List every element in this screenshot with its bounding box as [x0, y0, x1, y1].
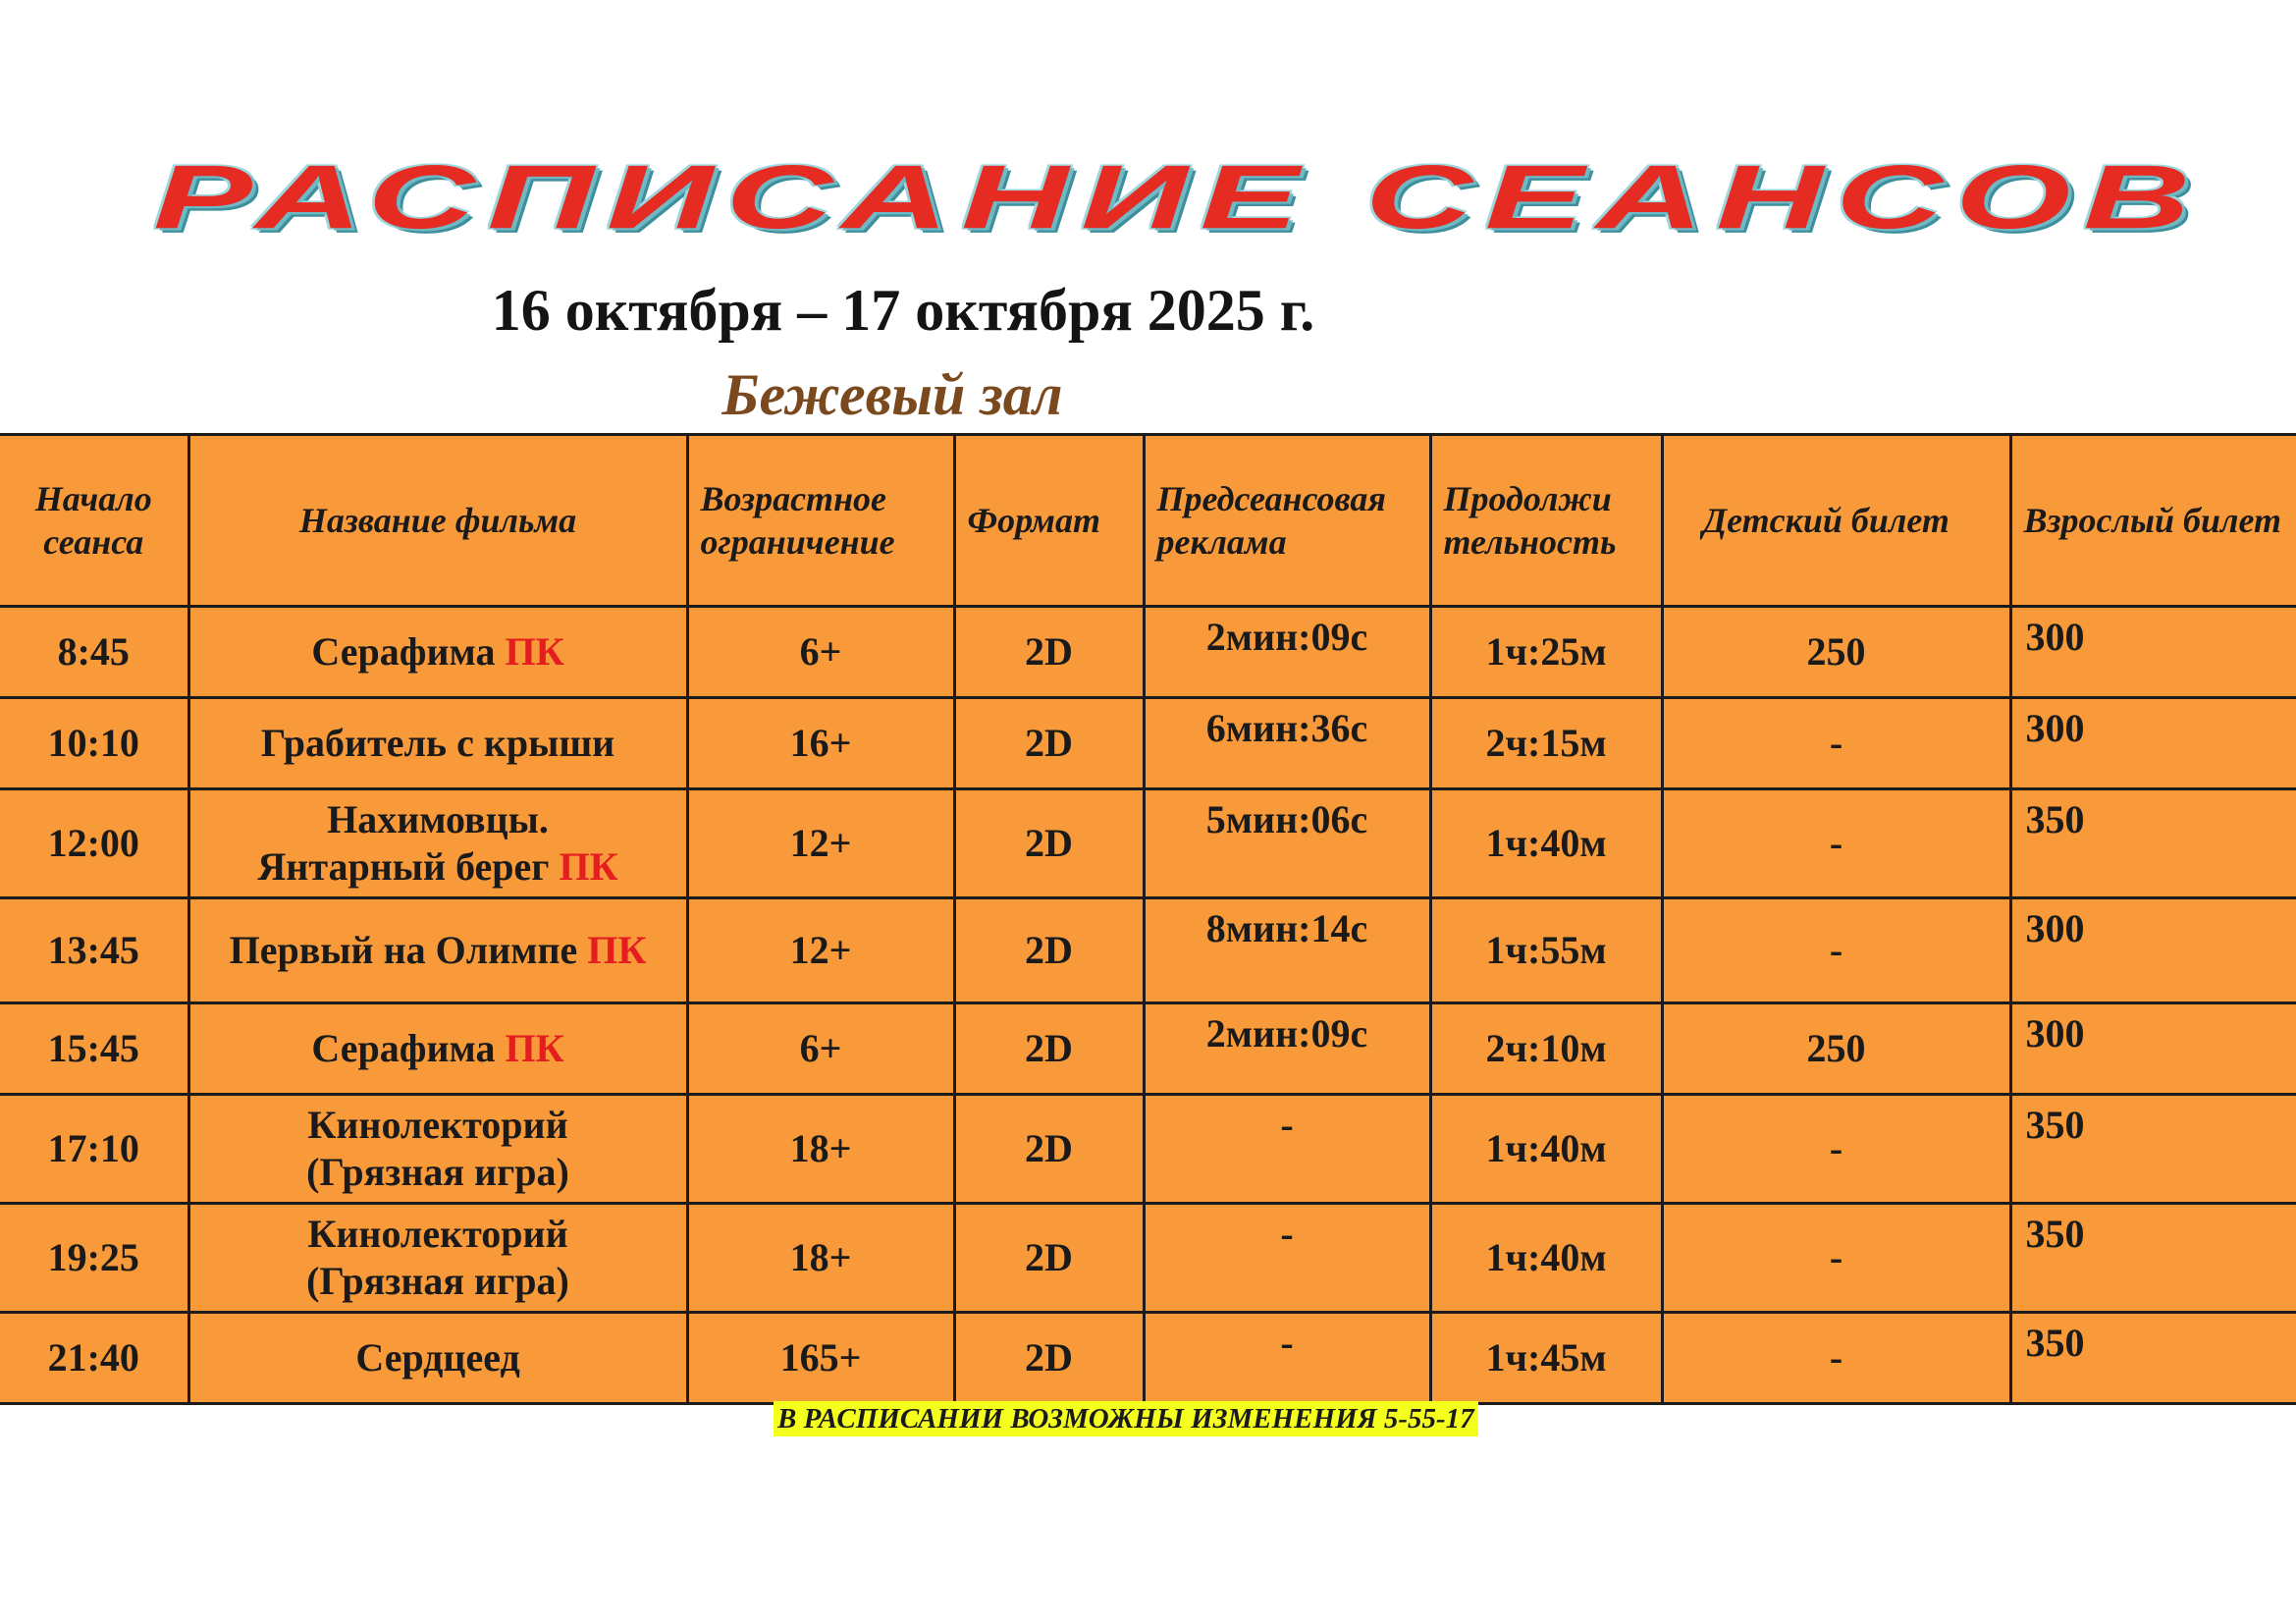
cell-format: 2D: [954, 1313, 1144, 1404]
cell-format: 2D: [954, 898, 1144, 1003]
header-film: Название фильма: [188, 435, 687, 607]
cell-film: [188, 698, 687, 789]
cell-duration: 1ч:45м: [1430, 1313, 1662, 1404]
page-title: РАСПИСАНИЕ СЕАНСОВ: [153, 146, 2203, 248]
table-row: [0, 1204, 2296, 1313]
cell-adult-ticket: 300: [2010, 698, 2296, 789]
header-ads: Предсеансовая реклама: [1144, 435, 1430, 607]
cell-film: [188, 607, 687, 698]
cell-age: 18+: [687, 1095, 954, 1204]
cell-ads: 2мин:09с: [1144, 607, 1430, 698]
cell-start: 21:40: [0, 1313, 188, 1404]
table-row: [0, 1003, 2296, 1095]
table-row: [0, 789, 2296, 898]
cell-child-ticket: -: [1662, 1204, 2010, 1313]
cell-duration: 2ч:15м: [1430, 698, 1662, 789]
pk-tag: ПК: [587, 928, 647, 972]
pk-tag: ПК: [505, 1026, 564, 1070]
cell-age: 18+: [687, 1204, 954, 1313]
film-title: Кинолекторий: [307, 1103, 568, 1147]
cell-format: 2D: [954, 1095, 1144, 1204]
cell-start: 12:00: [0, 789, 188, 898]
cell-ads: -: [1144, 1313, 1430, 1404]
header-format: Формат: [954, 435, 1144, 607]
film-title-line2: (Грязная игра): [306, 1259, 569, 1303]
film-title: Первый на Олимпе: [229, 928, 578, 972]
cell-start: 17:10: [0, 1095, 188, 1204]
cell-ads: 8мин:14с: [1144, 898, 1430, 1003]
pk-tag: ПК: [505, 629, 564, 674]
cell-age: 12+: [687, 789, 954, 898]
table-row: [0, 1313, 2296, 1404]
cell-start: 15:45: [0, 1003, 188, 1095]
film-title-line2: (Грязная игра): [306, 1150, 569, 1194]
cell-film: [188, 1204, 687, 1313]
cell-start: 10:10: [0, 698, 188, 789]
cell-child-ticket: -: [1662, 698, 2010, 789]
header-adult-ticket: Взрослый билет: [2010, 435, 2296, 607]
cell-duration: 1ч:25м: [1430, 607, 1662, 698]
film-title: Серафима: [311, 629, 496, 674]
cell-adult-ticket: 300: [2010, 607, 2296, 698]
cell-format: 2D: [954, 1003, 1144, 1095]
cell-film: [188, 789, 687, 898]
cell-duration: 1ч:40м: [1430, 1095, 1662, 1204]
cell-ads: 5мин:06с: [1144, 789, 1430, 898]
cell-duration: 1ч:40м: [1430, 1204, 1662, 1313]
cell-film: [188, 898, 687, 1003]
cell-duration: 1ч:40м: [1430, 789, 1662, 898]
pk-tag: ПК: [559, 844, 618, 889]
cell-format: 2D: [954, 698, 1144, 789]
cell-adult-ticket: 350: [2010, 1095, 2296, 1204]
cell-film: [188, 1095, 687, 1204]
table-row: [0, 607, 2296, 698]
hall-name: Бежевый зал: [721, 362, 1063, 427]
film-title-line2: Янтарный берег: [257, 844, 550, 889]
cell-adult-ticket: 300: [2010, 898, 2296, 1003]
cell-start: 8:45: [0, 607, 188, 698]
cell-start: 19:25: [0, 1204, 188, 1313]
cell-age: 6+: [687, 1003, 954, 1095]
header-child-ticket: Детский билет: [1662, 435, 2010, 607]
film-title: Грабитель с крыши: [260, 721, 615, 765]
cell-adult-ticket: 300: [2010, 1003, 2296, 1095]
cell-format: 2D: [954, 789, 1144, 898]
cell-duration: 1ч:55м: [1430, 898, 1662, 1003]
cell-format: 2D: [954, 1204, 1144, 1313]
cell-child-ticket: -: [1662, 898, 2010, 1003]
cell-child-ticket: -: [1662, 1095, 2010, 1204]
schedule-table: [0, 433, 2296, 1405]
cell-child-ticket: 250: [1662, 1003, 2010, 1095]
cell-adult-ticket: 350: [2010, 1204, 2296, 1313]
schedule-change-notice: В РАСПИСАНИИ ВОЗМОЖНЫ ИЗМЕНЕНИЯ 5-55-17: [774, 1401, 1478, 1436]
cell-adult-ticket: 350: [2010, 789, 2296, 898]
film-title: Серафима: [311, 1026, 496, 1070]
cell-age: 165+: [687, 1313, 954, 1404]
table-row: [0, 1095, 2296, 1204]
cell-film: [188, 1003, 687, 1095]
cell-ads: 2мин:09с: [1144, 1003, 1430, 1095]
cell-age: 6+: [687, 607, 954, 698]
cell-start: 13:45: [0, 898, 188, 1003]
cell-child-ticket: 250: [1662, 607, 2010, 698]
table-row: [0, 898, 2296, 1003]
cell-age: 12+: [687, 898, 954, 1003]
film-title: Нахимовцы.: [327, 797, 549, 841]
header-age: Возрастное ограничение: [687, 435, 954, 607]
cell-ads: -: [1144, 1204, 1430, 1313]
cell-ads: -: [1144, 1095, 1430, 1204]
header-start: Начало сеанса: [0, 435, 188, 607]
cell-adult-ticket: 350: [2010, 1313, 2296, 1404]
film-title: Сердцеед: [355, 1335, 520, 1380]
table-row: [0, 698, 2296, 789]
cell-format: 2D: [954, 607, 1144, 698]
date-range: 16 октября – 17 октября 2025 г.: [491, 278, 1315, 343]
header-duration: Продолжи тельность: [1430, 435, 1662, 607]
film-title: Кинолекторий: [307, 1212, 568, 1256]
cell-child-ticket: -: [1662, 1313, 2010, 1404]
cell-child-ticket: -: [1662, 789, 2010, 898]
cell-film: [188, 1313, 687, 1404]
cell-age: 16+: [687, 698, 954, 789]
header-row: [0, 435, 2296, 607]
cell-ads: 6мин:36с: [1144, 698, 1430, 789]
cell-duration: 2ч:10м: [1430, 1003, 1662, 1095]
